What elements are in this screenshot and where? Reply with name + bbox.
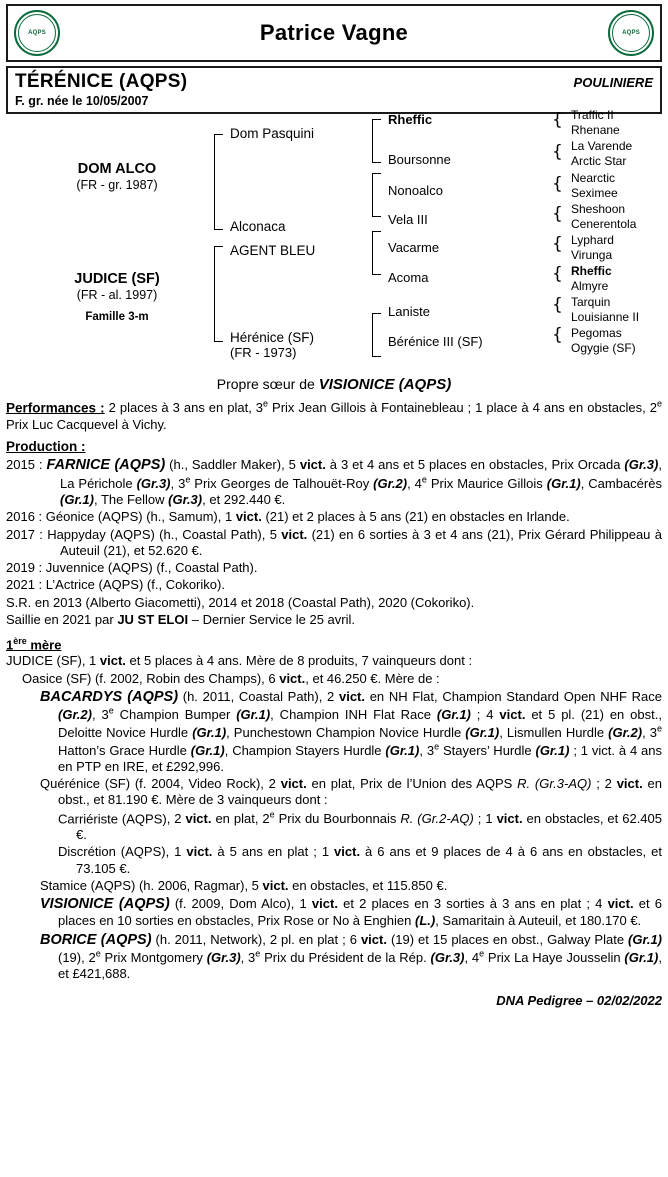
sbrace-3: {	[552, 204, 563, 224]
pedigree-gen3-3: Vela III	[388, 212, 428, 227]
production-entry-2021	[6, 577, 662, 593]
pedigree-gen2-3-name: Hérénice (SF)	[230, 330, 315, 345]
saillie-stallion: JU ST ELOI	[117, 611, 189, 627]
saillie-prefix: Saillie en 2021 par	[6, 611, 118, 627]
production-entry-2017-year: 2017 :	[6, 526, 43, 542]
subject-category: POULINIERE	[573, 75, 653, 90]
offspring-carrieriste-text: , 2 vict. en plat, 2e Prix du Bourbonnais R. (Gr.2-AQ) ; 1 vict. en obstacles, et 62.405 €.	[76, 809, 662, 843]
sibling-note	[6, 376, 662, 393]
pedigree-gen4-15: Ogygie (SF)	[571, 341, 636, 355]
pedigree-dam-name: JUDICE (SF)	[74, 271, 160, 287]
production-entry-2015-year: 2015 :	[6, 457, 43, 473]
production-entry-2016-name: Géonice (AQPS)	[45, 509, 143, 525]
offspring-carrieriste	[6, 810, 662, 844]
pedigree-gen2-3-detail: (FR - 1973)	[230, 344, 297, 360]
subject-name: TÉRÉNICE (AQPS)	[15, 71, 188, 92]
production-entry-2017	[6, 527, 662, 560]
pedigree-gen4-10: Rheffic	[571, 264, 612, 278]
offspring-visionice	[6, 895, 662, 929]
performances-title: Performances :	[6, 400, 105, 416]
offspring-borice-text: (h. 2011, Network), 2 pl. en plat ; 6 vict. (19) et 15 places en obst., Galway Plate (Gr.1) (19), 2e Prix Montgomery (Gr.3), 3e Prix du Président de la Rép. (Gr.3), 4e Prix La Haye Jousselin (Gr.1), et £421,688.	[58, 931, 663, 982]
pedigree-gen3-6: Laniste	[388, 304, 430, 319]
offspring-discretion-name: Discrétion (AQPS)	[58, 844, 166, 860]
production-entry-2015	[6, 456, 662, 508]
offspring-oasice-name: Oasice (SF)	[22, 670, 92, 686]
offspring-stamice-name: Stamice (AQPS)	[40, 877, 136, 893]
logo-right-label: AQPS	[622, 30, 640, 36]
pedigree-tree	[6, 108, 662, 374]
pedigree-gen4-9: Virunga	[571, 248, 613, 262]
pedigree-gen4-14: Pegomas	[571, 326, 622, 340]
pedigree-gen4-0: Traffic II	[571, 108, 614, 122]
production-section	[6, 439, 662, 628]
brace-gen2-1	[372, 173, 381, 217]
pedigree-gen3-7: Bérénice III (SF)	[388, 334, 483, 349]
performances-section	[6, 399, 662, 433]
page-footer: DNA Pedigree – 02/02/2022	[496, 992, 662, 1008]
pedigree-gen4-2: La Varende	[571, 139, 633, 153]
pedigree-gen4-1: Rhenane	[571, 123, 620, 137]
first-dam-intro: JUDICE (SF), 1 vict. et 5 places à 4 ans. Mère de 8 produits, 7 vainqueurs dont :	[6, 653, 473, 669]
pedigree-gen2-0: Dom Pasquini	[230, 126, 315, 141]
production-sr-line: S.R. en 2013 (Alberto Giacometti), 2014 et 2018 (Coastal Path), 2020 (Cokoriko).	[6, 594, 475, 610]
production-entry-2019-text: (f., Coastal Path).	[152, 560, 258, 576]
sibling-note-prefix: Propre sœur de	[216, 376, 319, 392]
performances-text: 2 places à 3 ans en plat, 3e Prix Jean Gillois à Fontainebleau ; 1 place à 4 ans en obstacles, 2e Prix Luc Cacquevel à Vichy.	[6, 399, 662, 433]
pedigree-gen4-6: Sheshoon	[571, 202, 626, 216]
sbrace-0: {	[552, 110, 563, 130]
first-dam-section	[6, 636, 662, 982]
sbrace-4: {	[552, 234, 563, 254]
page-title: Patrice Vagne	[259, 20, 409, 45]
offspring-oasice-text: (f. 2002, Robin des Champs), 6 vict., et 46.250 €. Mère de :	[91, 670, 440, 686]
page-header	[6, 4, 662, 62]
production-title: Production :	[6, 439, 86, 455]
first-dam-title-main: 1	[6, 637, 14, 653]
offspring-bacardys-name: BACARDYS (AQPS)	[40, 688, 179, 705]
pedigree-gen4-5: Seximee	[571, 186, 618, 200]
pedigree-gen4-3: Arctic Star	[571, 154, 627, 168]
pedigree-gen3-2: Nonoalco	[388, 183, 443, 198]
sbrace-7: {	[552, 325, 563, 345]
pedigree-sire	[32, 161, 202, 192]
production-entry-2019-name: Juvennice (AQPS)	[45, 560, 153, 576]
offspring-borice	[6, 931, 662, 983]
production-entry-2019	[6, 560, 662, 576]
offspring-discretion-text: , 1 vict. à 5 ans en plat ; 1 vict. à 6 ans et 9 places de 4 à 6 ans en obstacles, et 73.105 €.	[76, 844, 662, 876]
production-entry-2021-year: 2021 :	[6, 577, 43, 593]
offspring-carrieriste-name: Carriériste (AQPS)	[58, 810, 167, 826]
pedigree-gen3-5: Acoma	[388, 270, 429, 285]
pedigree-gen4-13: Louisianne II	[571, 310, 640, 324]
offspring-visionice-text: (f. 2009, Dom Alco), 1 vict. et 2 places en 3 sorties à 3 ans en plat ; 4 vict. et 6 places en 10 sorties en obstacles, Prix Rose or No à Enghien (L.), Samaritain à Auteuil, et 180.170 €.	[58, 896, 662, 929]
offspring-discretion	[6, 844, 662, 877]
brace-gen2-3	[372, 313, 381, 357]
production-entry-2019-year: 2019 :	[6, 560, 43, 576]
pedigree-dam	[32, 271, 202, 324]
sbrace-5: {	[552, 264, 563, 284]
pedigree-gen2-1: Alconaca	[230, 219, 286, 234]
pedigree-gen3-0: Rheffic	[388, 112, 433, 127]
pedigree-gen2-3	[230, 330, 314, 360]
sibling-note-name: VISIONICE (AQPS)	[318, 376, 452, 393]
pedigree-gen4-8: Lyphard	[571, 233, 614, 247]
offspring-bacardys	[6, 688, 662, 775]
production-entry-2016-text: (h., Samum), 1 vict. (21) et 2 places à 5 ans (21) en obstacles en Irlande.	[142, 509, 570, 525]
production-entry-2017-name: Happyday (AQPS)	[47, 526, 155, 542]
offspring-bacardys-text: (h. 2011, Coastal Path), 2 vict. en NH Flat, Champion Standard Open NHF Race (Gr.2), 3e Champion Bumper (Gr.1), Champion INH Flat Race (Gr.1) ; 4 vict. et 5 pl. (21) en obst., Deloitte Novice Hurdle (Gr.1), Punchestown Champion Novice Hurdle (Gr.1), Lismullen Hurdle (Gr.2), 3e Hatton’s Grace Hurdle (Gr.1), Champion Stayers Hurdle (Gr.1), 3e Stayers’ Hurdle (Gr.1) ; 1 vict. à 4 ans en PTP en IRE, et £292,996.	[58, 688, 663, 774]
production-entry-2021-text: (f., Cokoriko).	[143, 577, 225, 593]
pedigree-sire-name: DOM ALCO	[77, 161, 157, 177]
pedigree-gen4-7: Cenerentola	[571, 217, 637, 231]
offspring-stamice-text: (h. 2006, Ragmar), 5 vict. en obstacles, et 115.850 €.	[135, 877, 448, 893]
sbrace-1: {	[552, 142, 563, 162]
production-entry-2017-text: (h., Coastal Path), 5 vict. (21) en 6 sorties à 3 et 4 ans (21), Prix Gérard Philippeau à Auteuil (21), et 52.620 €.	[60, 526, 662, 558]
first-dam-title-sup: ère	[13, 636, 27, 647]
offspring-visionice-name: VISIONICE (AQPS)	[40, 896, 170, 913]
pedigree-family-code: 3-m	[128, 311, 149, 324]
first-dam-title	[6, 636, 662, 652]
offspring-querenice	[6, 776, 662, 809]
production-entry-2015-name: FARNICE (AQPS)	[46, 457, 166, 474]
production-entry-2016	[6, 509, 662, 525]
pedigree-family: Famille 3-m	[85, 311, 149, 324]
pedigree-sire-detail: (FR - gr. 1987)	[76, 177, 158, 192]
saillie-suffix: – Dernier Service le 25 avril.	[188, 611, 356, 627]
pedigree-gen3-1: Boursonne	[388, 152, 451, 167]
pedigree-gen2-2: AGENT BLEU	[230, 243, 316, 258]
production-entry-2016-year: 2016 :	[6, 509, 43, 525]
aqps-logo-right-icon	[608, 10, 654, 56]
offspring-oasice	[6, 671, 662, 687]
subject-details: F. gr. née le 10/05/2007	[15, 94, 149, 108]
brace-gen2-2	[372, 231, 381, 275]
logo-left-label: AQPS	[28, 30, 46, 36]
brace-gen2-0	[372, 119, 381, 163]
brace-sire	[214, 134, 223, 230]
pedigree-dam-detail: (FR - al. 1997)	[76, 287, 158, 302]
sbrace-6: {	[552, 295, 563, 315]
production-entry-2015-text: (h., Saddler Maker), 5 vict. à 3 et 4 ans et 5 places en obstacles, Prix Orcada (Gr.3), La Périchole (Gr.3), 3e Prix Georges de Talhouët-Roy (Gr.2), 4e Prix Maurice Gillois (Gr.1), Cambacérès (Gr.1), The Fellow (Gr.3), et 292.440 €.	[60, 457, 662, 508]
production-entry-2021-name: L’Actrice (AQPS)	[45, 577, 144, 593]
aqps-logo-left-icon	[14, 10, 60, 56]
pedigree-gen4-11: Almyre	[571, 279, 609, 293]
offspring-borice-name: BORICE (AQPS)	[40, 931, 152, 948]
subject-name-row	[15, 71, 653, 93]
sbrace-2: {	[552, 174, 563, 194]
offspring-querenice-text: (f. 2004, Video Rock), 2 vict. en plat, Prix de l’Union des AQPS R. (Gr.3-AQ) ; 2 vict. en obst., et 81.190 €. Mère de 3 vainqueurs dont :	[58, 776, 662, 808]
offspring-querenice-name: Quérénice (SF)	[40, 776, 131, 792]
first-dam-title-rest: mère	[26, 637, 62, 653]
production-saillie-line	[6, 612, 662, 628]
pedigree-gen3-4: Vacarme	[388, 240, 440, 255]
pedigree-gen4-4: Nearctic	[571, 171, 616, 185]
offspring-stamice	[6, 878, 662, 894]
pedigree-gen4-12: Tarquin	[571, 295, 611, 309]
brace-dam	[214, 246, 223, 342]
subject-name-box	[6, 66, 662, 114]
